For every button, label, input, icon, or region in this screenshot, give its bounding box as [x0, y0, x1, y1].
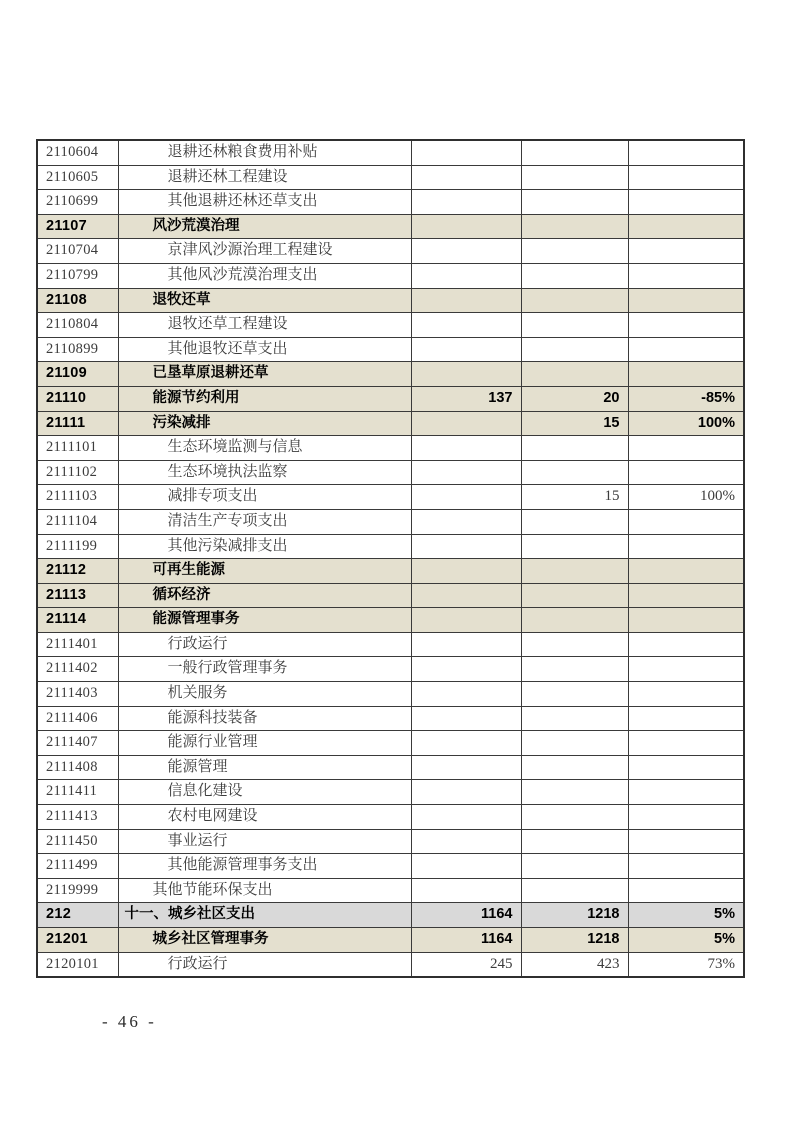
value1-cell — [411, 805, 521, 830]
name-cell: 其他节能环保支出 — [118, 878, 411, 903]
value2-cell — [521, 706, 628, 731]
name-cell: 已垦草原退耕还草 — [118, 362, 411, 387]
percent-cell — [628, 559, 744, 584]
code-cell: 2111411 — [37, 780, 118, 805]
value1-cell — [411, 411, 521, 436]
table-row — [37, 731, 744, 756]
page-number: - 46 - — [102, 1012, 157, 1031]
code-cell: 212 — [37, 903, 118, 928]
table-row — [37, 657, 744, 682]
value2-cell — [521, 313, 628, 338]
code-cell: 21113 — [37, 583, 118, 608]
value1-cell — [411, 583, 521, 608]
table-row — [37, 608, 744, 633]
percent-cell — [628, 337, 744, 362]
name-cell: 生态环境监测与信息 — [118, 436, 411, 461]
value1-cell — [411, 632, 521, 657]
value2-cell — [521, 460, 628, 485]
value1-cell — [411, 460, 521, 485]
name-cell: 行政运行 — [118, 632, 411, 657]
code-cell: 2110704 — [37, 239, 118, 264]
table-row — [37, 682, 744, 707]
percent-cell — [628, 608, 744, 633]
value1-cell — [411, 509, 521, 534]
code-cell: 2111407 — [37, 731, 118, 756]
value1-cell — [411, 436, 521, 461]
value2-cell: 1218 — [521, 903, 628, 928]
value2-cell — [521, 608, 628, 633]
value1-cell — [411, 313, 521, 338]
table-row — [37, 854, 744, 879]
percent-cell — [628, 706, 744, 731]
table-row — [37, 460, 744, 485]
table-row — [37, 755, 744, 780]
percent-cell — [628, 239, 744, 264]
value2-cell — [521, 190, 628, 215]
value2-cell — [521, 657, 628, 682]
percent-cell — [628, 854, 744, 879]
table-row — [37, 313, 744, 338]
percent-cell — [628, 731, 744, 756]
code-cell: 2110699 — [37, 190, 118, 215]
table-row — [37, 878, 744, 903]
value1-cell — [411, 190, 521, 215]
percent-cell — [628, 755, 744, 780]
code-cell: 2111499 — [37, 854, 118, 879]
code-cell: 2111199 — [37, 534, 118, 559]
percent-cell — [628, 534, 744, 559]
table-row — [37, 411, 744, 436]
table-row — [37, 780, 744, 805]
value1-cell — [411, 559, 521, 584]
table-row — [37, 386, 744, 411]
name-cell: 能源管理事务 — [118, 608, 411, 633]
value1-cell — [411, 140, 521, 165]
code-cell: 21201 — [37, 928, 118, 953]
code-cell: 2111402 — [37, 657, 118, 682]
name-cell: 污染减排 — [118, 411, 411, 436]
table-row — [37, 829, 744, 854]
value2-cell — [521, 239, 628, 264]
table-row — [37, 534, 744, 559]
code-cell: 2119999 — [37, 878, 118, 903]
percent-cell: 100% — [628, 485, 744, 510]
value2-cell — [521, 755, 628, 780]
table-row — [37, 485, 744, 510]
code-cell: 2110604 — [37, 140, 118, 165]
percent-cell — [628, 509, 744, 534]
table-row — [37, 805, 744, 830]
value1-cell — [411, 657, 521, 682]
name-cell: 退牧还草工程建设 — [118, 313, 411, 338]
name-cell: 清洁生产专项支出 — [118, 509, 411, 534]
code-cell: 2110799 — [37, 263, 118, 288]
value1-cell — [411, 755, 521, 780]
percent-cell — [628, 878, 744, 903]
table-row — [37, 165, 744, 190]
value2-cell — [521, 878, 628, 903]
percent-cell: 73% — [628, 952, 744, 977]
value1-cell: 1164 — [411, 928, 521, 953]
name-cell: 退牧还草 — [118, 288, 411, 313]
code-cell: 21110 — [37, 386, 118, 411]
percent-cell — [628, 140, 744, 165]
name-cell: 能源管理 — [118, 755, 411, 780]
code-cell: 2111101 — [37, 436, 118, 461]
value2-cell — [521, 436, 628, 461]
percent-cell — [628, 165, 744, 190]
value1-cell — [411, 780, 521, 805]
name-cell: 京津风沙源治理工程建设 — [118, 239, 411, 264]
name-cell: 其他风沙荒漠治理支出 — [118, 263, 411, 288]
value2-cell — [521, 805, 628, 830]
value2-cell — [521, 829, 628, 854]
table-row — [37, 190, 744, 215]
value1-cell — [411, 534, 521, 559]
name-cell: 机关服务 — [118, 682, 411, 707]
name-cell: 生态环境执法监察 — [118, 460, 411, 485]
percent-cell — [628, 190, 744, 215]
name-cell: 退耕还林粮食费用补贴 — [118, 140, 411, 165]
value2-cell — [521, 780, 628, 805]
percent-cell — [628, 288, 744, 313]
table-row — [37, 436, 744, 461]
name-cell: 退耕还林工程建设 — [118, 165, 411, 190]
value2-cell — [521, 337, 628, 362]
value2-cell — [521, 583, 628, 608]
code-cell: 2111413 — [37, 805, 118, 830]
table-row — [37, 263, 744, 288]
budget-table-body — [37, 140, 744, 977]
percent-cell: 5% — [628, 928, 744, 953]
name-cell: 可再生能源 — [118, 559, 411, 584]
name-cell: 循环经济 — [118, 583, 411, 608]
value1-cell — [411, 485, 521, 510]
code-cell: 21114 — [37, 608, 118, 633]
value1-cell — [411, 214, 521, 239]
percent-cell: 5% — [628, 903, 744, 928]
table-row — [37, 288, 744, 313]
table-row — [37, 337, 744, 362]
percent-cell — [628, 214, 744, 239]
percent-cell: 100% — [628, 411, 744, 436]
code-cell: 2111102 — [37, 460, 118, 485]
value2-cell: 15 — [521, 485, 628, 510]
value1-cell — [411, 362, 521, 387]
value2-cell — [521, 140, 628, 165]
code-cell: 2110899 — [37, 337, 118, 362]
value1-cell — [411, 706, 521, 731]
code-cell: 2111406 — [37, 706, 118, 731]
percent-cell — [628, 313, 744, 338]
percent-cell — [628, 460, 744, 485]
value1-cell — [411, 682, 521, 707]
name-cell: 行政运行 — [118, 952, 411, 977]
percent-cell — [628, 632, 744, 657]
code-cell: 21111 — [37, 411, 118, 436]
percent-cell — [628, 583, 744, 608]
name-cell: 其他退牧还草支出 — [118, 337, 411, 362]
code-cell: 21112 — [37, 559, 118, 584]
code-cell: 2111450 — [37, 829, 118, 854]
name-cell: 风沙荒漠治理 — [118, 214, 411, 239]
code-cell: 21107 — [37, 214, 118, 239]
table-row — [37, 239, 744, 264]
name-cell: 能源节约利用 — [118, 386, 411, 411]
table-row — [37, 632, 744, 657]
percent-cell — [628, 436, 744, 461]
name-cell: 十一、城乡社区支出 — [118, 903, 411, 928]
name-cell: 其他污染减排支出 — [118, 534, 411, 559]
table-row — [37, 952, 744, 977]
value2-cell — [521, 559, 628, 584]
code-cell: 21108 — [37, 288, 118, 313]
percent-cell — [628, 805, 744, 830]
table-row — [37, 903, 744, 928]
value1-cell — [411, 608, 521, 633]
value2-cell — [521, 509, 628, 534]
value2-cell — [521, 731, 628, 756]
percent-cell: -85% — [628, 386, 744, 411]
code-cell: 2120101 — [37, 952, 118, 977]
value1-cell — [411, 239, 521, 264]
value1-cell — [411, 165, 521, 190]
code-cell: 2110605 — [37, 165, 118, 190]
code-cell: 2110804 — [37, 313, 118, 338]
percent-cell — [628, 362, 744, 387]
value1-cell — [411, 263, 521, 288]
value2-cell: 15 — [521, 411, 628, 436]
value2-cell: 20 — [521, 386, 628, 411]
value1-cell — [411, 731, 521, 756]
value2-cell: 423 — [521, 952, 628, 977]
value2-cell — [521, 214, 628, 239]
name-cell: 减排专项支出 — [118, 485, 411, 510]
name-cell: 能源行业管理 — [118, 731, 411, 756]
name-cell: 其他能源管理事务支出 — [118, 854, 411, 879]
code-cell: 21109 — [37, 362, 118, 387]
percent-cell — [628, 780, 744, 805]
percent-cell — [628, 263, 744, 288]
percent-cell — [628, 682, 744, 707]
value1-cell — [411, 337, 521, 362]
table-row — [37, 214, 744, 239]
table-row — [37, 559, 744, 584]
value2-cell — [521, 632, 628, 657]
name-cell: 农村电网建设 — [118, 805, 411, 830]
table-row — [37, 928, 744, 953]
name-cell: 其他退耕还林还草支出 — [118, 190, 411, 215]
value1-cell: 1164 — [411, 903, 521, 928]
value2-cell: 1218 — [521, 928, 628, 953]
value1-cell: 245 — [411, 952, 521, 977]
value1-cell — [411, 829, 521, 854]
name-cell: 城乡社区管理事务 — [118, 928, 411, 953]
code-cell: 2111401 — [37, 632, 118, 657]
code-cell: 2111103 — [37, 485, 118, 510]
value1-cell — [411, 878, 521, 903]
name-cell: 信息化建设 — [118, 780, 411, 805]
value1-cell — [411, 854, 521, 879]
table-row — [37, 583, 744, 608]
code-cell: 2111408 — [37, 755, 118, 780]
table-row — [37, 509, 744, 534]
percent-cell — [628, 657, 744, 682]
table-row — [37, 362, 744, 387]
value2-cell — [521, 534, 628, 559]
name-cell: 能源科技装备 — [118, 706, 411, 731]
code-cell: 2111104 — [37, 509, 118, 534]
value2-cell — [521, 288, 628, 313]
value2-cell — [521, 854, 628, 879]
value2-cell — [521, 682, 628, 707]
name-cell: 事业运行 — [118, 829, 411, 854]
value1-cell — [411, 288, 521, 313]
table-row — [37, 140, 744, 165]
value1-cell: 137 — [411, 386, 521, 411]
value2-cell — [521, 362, 628, 387]
table-row — [37, 706, 744, 731]
percent-cell — [628, 829, 744, 854]
value2-cell — [521, 263, 628, 288]
value2-cell — [521, 165, 628, 190]
code-cell: 2111403 — [37, 682, 118, 707]
name-cell: 一般行政管理事务 — [118, 657, 411, 682]
budget-table — [36, 139, 745, 978]
